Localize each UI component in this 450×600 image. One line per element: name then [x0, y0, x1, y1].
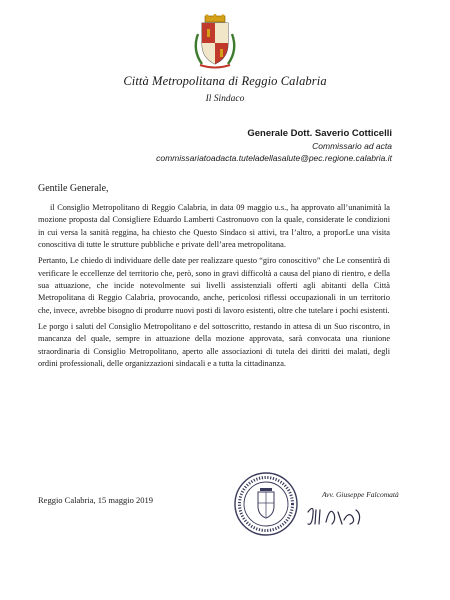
recipient-name: Generale Dott. Saverio Cotticelli [247, 128, 392, 139]
office-title: Il Sindaco [205, 94, 245, 104]
body-paragraph: Pertanto, Le chiedo di individuare delle date per realizzare questo “giro conoscitivo” che Le consentirà di verificare le eccellenze del territorio che, però, sono in gravi difficoltà a causa del piano di rientro, e della sua attuazione, che incide notevolmente sui livelli assistenziali offerti agli abitanti della Città Metropolitana di Reggio Calabria, provocando, anche, pericolosi riflessi occupazionali in un territorio che, invece, avrebbe bisogno di produrre nuovi posti di lavoro esistenti, oltre che tutelare i pochi esistenti. [38, 256, 390, 315]
body-paragraph: il Consiglio Metropolitano di Reggio Calabria, in data 09 maggio u.s., ha approvato all’unanimità la mozione proposta dal Consigliere Eduardo Lamberti Castronuovo con la quale, considerate le condizioni in cui versa la sanità reggina, ha chiesto che Questo Sindaco si attivi, tra l’altro, a proporLe una visita conoscitiva di tutte le strutture pubbliche e private dell’area metropolitana. [38, 203, 390, 250]
organization-name: Città Metropolitana di Reggio Calabria [123, 74, 327, 88]
official-stamp-icon [232, 470, 300, 538]
recipient-role: Commissario ad acta [312, 141, 392, 151]
recipient-email: commissariatoadacta.tuteladellasalute@pec.regione.calabria.it [156, 153, 392, 163]
salutation: Gentile Generale, [38, 183, 109, 194]
place-date: Reggio Calabria, 15 maggio 2019 [38, 495, 153, 505]
signer-name: Avv. Giuseppe Falcomatà [322, 490, 399, 499]
letter-body [38, 202, 390, 374]
coat-of-arms-icon [190, 14, 240, 70]
recipient-block [156, 128, 392, 164]
body-paragraph: Le porgo i saluti del Consiglio Metropolitano e del sottoscritto, restando in attesa di un Suo riscontro, in mancanza del quale, sempre in attuazione della mozione approvata, sarà convocata una riunione straordinaria di Consiglio Metropolitano, aperto alle associazioni di tutela dei diritti dei malati, degli ordini professionali, delle organizzazioni sindacali e a tutta la cittadinanza. [38, 322, 390, 369]
handwritten-signature-icon [300, 500, 370, 530]
